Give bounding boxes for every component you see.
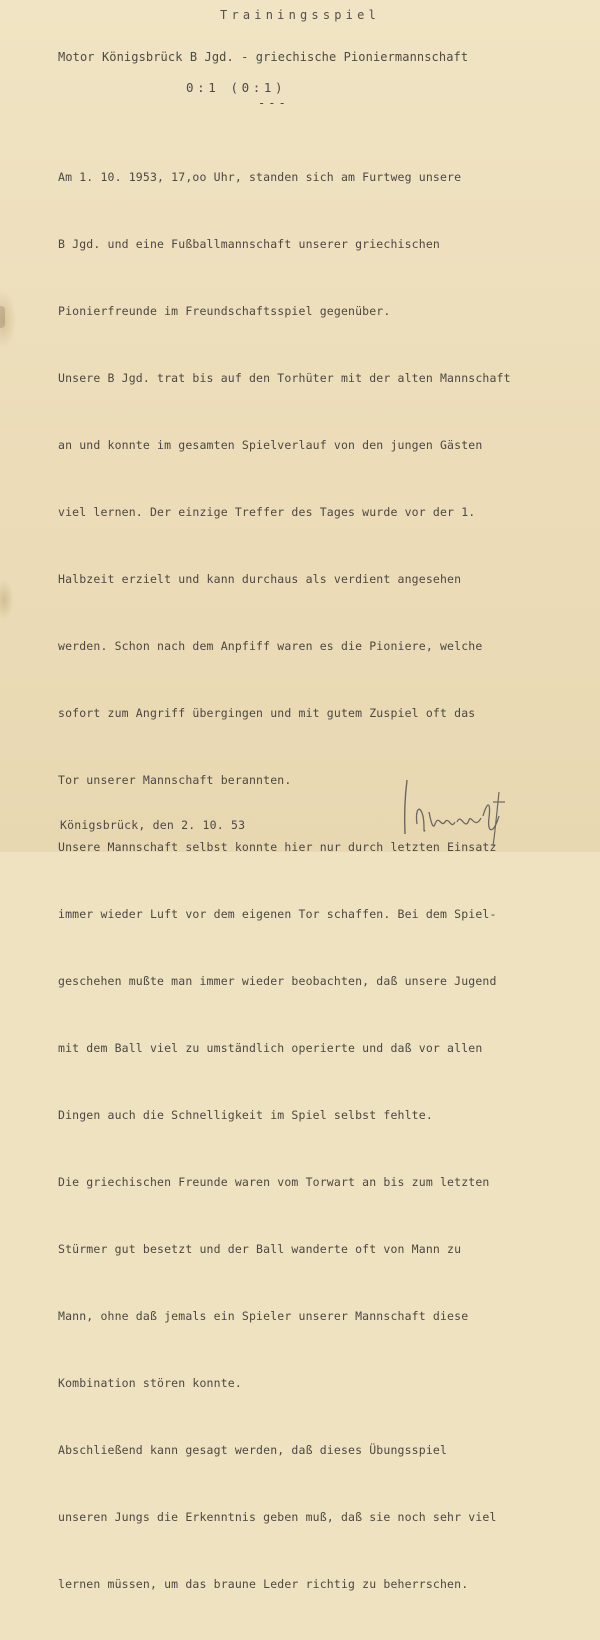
report-line: Kombination stören konnte. bbox=[58, 1376, 242, 1391]
report-line: mit dem Ball viel zu umständlich operierte und daß vor allen bbox=[58, 1041, 483, 1056]
document-title: Trainingsspiel bbox=[220, 8, 380, 22]
report-line: Unsere B Jgd. trat bis auf den Torhüter mit der alten Mannschaft bbox=[58, 370, 511, 385]
match-subtitle: Motor Königsbrück B Jgd. - griechische Pioniermannschaft bbox=[58, 50, 469, 64]
report-line: Am 1. 10. 1953, 17,oo Uhr, standen sich am Furtweg unsere bbox=[58, 169, 462, 184]
report-line: Stürmer gut besetzt und der Ball wanderte oft von Mann zu bbox=[58, 1242, 462, 1257]
report-line: Abschließend kann gesagt werden, daß dieses Übungsspiel bbox=[58, 1443, 448, 1458]
report-line: lernen müssen, um das braune Leder richtig zu beherrschen. bbox=[58, 1577, 469, 1592]
report-line: sofort zum Angriff übergingen und mit gutem Zuspiel oft das bbox=[58, 705, 476, 720]
report-line: viel lernen. Der einzige Treffer des Tages wurde vor der 1. bbox=[58, 504, 476, 519]
report-line: Die griechischen Freunde waren vom Torwart an bis zum letzten bbox=[58, 1175, 490, 1190]
report-line: an und konnte im gesamten Spielverlauf von den jungen Gästen bbox=[58, 437, 483, 452]
match-score: 0:1 (0:1) bbox=[186, 80, 287, 95]
report-line: Dingen auch die Schnelligkeit im Spiel selbst fehlte. bbox=[58, 1108, 433, 1123]
paper-stain bbox=[0, 580, 14, 620]
report-line: Pionierfreunde im Freundschaftsspiel gegenüber. bbox=[58, 303, 391, 318]
punch-hole bbox=[0, 306, 5, 328]
score-underline: --- bbox=[258, 96, 289, 110]
report-line: geschehen mußte man immer wieder beobachten, daß unsere Jugend bbox=[58, 974, 497, 989]
report-line: immer wieder Luft vor dem eigenen Tor schaffen. Bei dem Spiel- bbox=[58, 907, 497, 922]
place-date-line: Königsbrück, den 2. 10. 53 bbox=[60, 818, 246, 832]
report-line: unseren Jungs die Erkenntnis geben muß, daß sie noch sehr viel bbox=[58, 1510, 497, 1525]
report-line: werden. Schon nach dem Anpfiff waren es die Pioniere, welche bbox=[58, 638, 483, 653]
report-line: Mann, ohne daß jemals ein Spieler unserer Mannschaft diese bbox=[58, 1309, 469, 1324]
report-line: Tor unserer Mannschaft berannten. bbox=[58, 772, 292, 787]
report-line: B Jgd. und eine Fußballmannschaft unserer griechischen bbox=[58, 236, 440, 251]
report-body bbox=[58, 121, 598, 1640]
report-line: Unsere Mannschaft selbst konnte hier nur durch letzten Einsatz bbox=[58, 840, 497, 854]
report-line: Halbzeit erzielt und kann durchaus als verdient angesehen bbox=[58, 571, 462, 586]
handwritten-signature bbox=[395, 772, 515, 852]
